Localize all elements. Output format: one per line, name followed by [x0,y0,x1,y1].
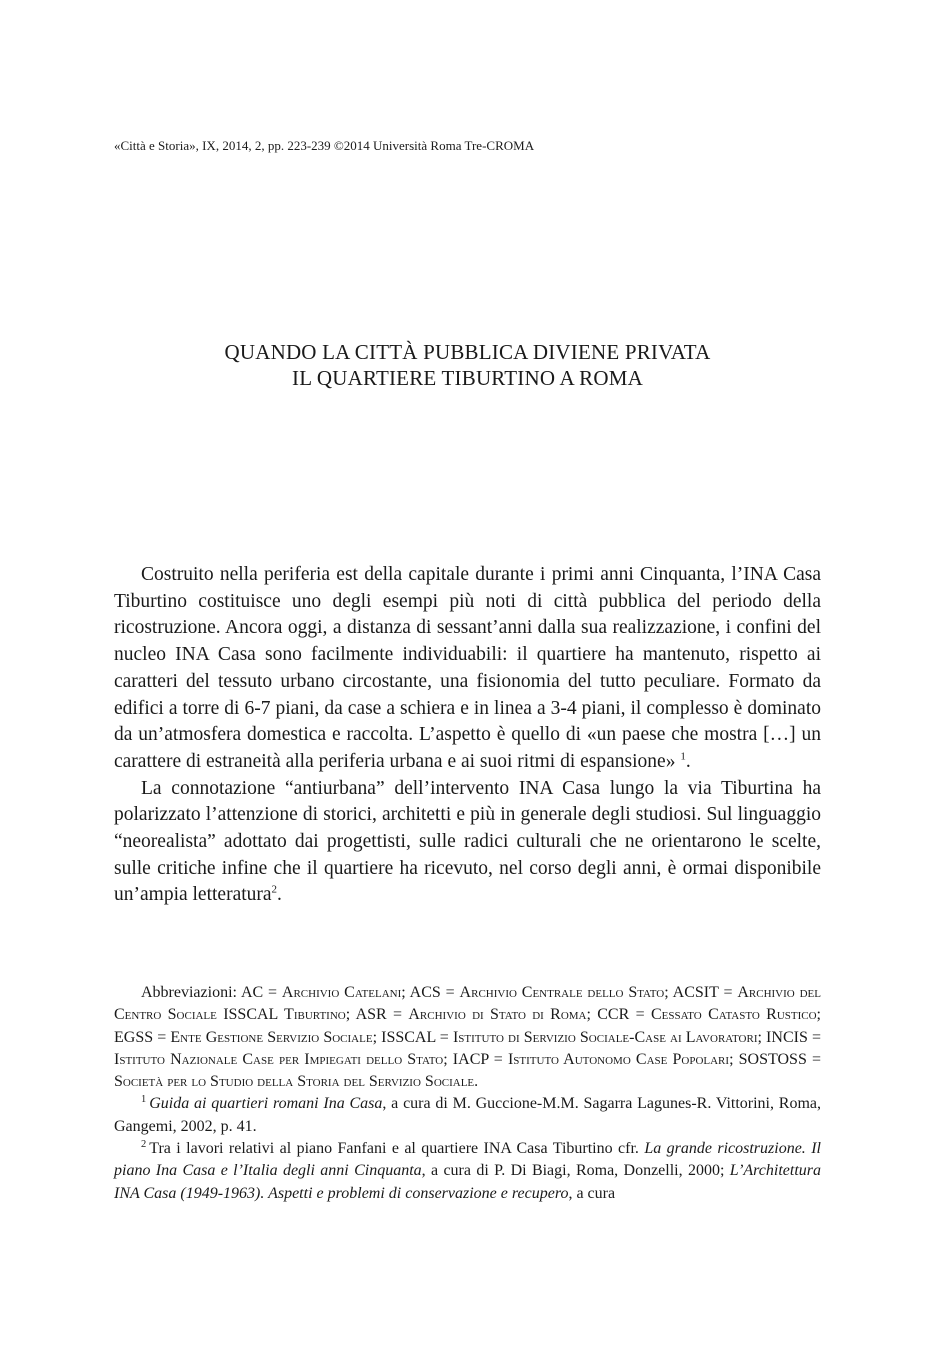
abbreviation-text: ; INCIS = [757,1028,821,1046]
abbreviation-expansion: Istituto di Servizio Sociale-Case ai Lavoratori [452,1028,758,1046]
article-body [114,562,821,909]
abbreviation-expansion: Tiburtino [284,1006,346,1024]
abbreviation-text: . [474,1073,479,1091]
citation-text: , a cura di P. Di Biagi, Roma, Donzelli, 2000; [421,1162,730,1180]
cited-title: La grande ricostruzione. Il piano Ina Casa e l’Italia degli anni Cinquanta [114,1140,821,1180]
abbreviation-expansion: Società per lo Studio della Storia del Servizio Sociale [114,1073,475,1091]
footnotes [114,982,821,1205]
abbreviation-text: ; CCR = [586,1006,651,1024]
abbreviation-expansion: Istituto Autonomo Case Popolari [507,1050,730,1068]
abbreviation-text: ; IACP = [443,1050,508,1068]
abbreviation-expansion: Archivio Catelani [281,984,402,1001]
citation-text: , a cura [568,1184,616,1202]
paragraph-end: . [685,750,691,772]
footnote-ref-1[interactable]: 1 [680,750,686,763]
abbreviation-expansion: Cessato Catasto Rustico [650,1006,817,1024]
footnote-ref-2[interactable]: 2 [271,883,278,896]
citation-text: , a cura di M. Guccione-M.M. Sagarra Lagunes-R. Vittorini, Roma, Gangemi, 2002, p. 41. [114,1095,822,1135]
abbreviation-expansion: Archivio del Centro Sociale [114,984,821,1024]
running-head: «Città e Storia», IX, 2014, 2, pp. 223-239 ©2014 Università Roma Tre-CROMA [114,138,535,153]
cited-title: L’Architettura INA Casa (1949-1963). Aspetti e problemi di conservazione e recupero [114,1162,822,1202]
abbreviation-text: ; ISSCAL = [372,1028,453,1046]
footnote-1 [114,1093,821,1138]
paragraph-text: Costruito nella periferia est della capitale durante i primi anni Cinquanta, l’INA Casa Tiburtino costituisce uno degli esempi più noti di città pubblica del periodo della ricostruzione. Ancora oggi, a distanza di sessant’anni dalla sua realizzazione, i confini del nucleo INA Casa sono facilmente individuabili: il quartiere ha mantenuto, rispetto ai caratteri del tessuto urbano circostante, una fisionomia del tutto peculiare. Formato da edifici a torre di 6-7 piani, da case a schiera e in linea a 3-4 piani, il complesso è dominato da un’atmosfera domestica e raccolta. L’aspetto è quello di «un paese che mostra […] un carattere di estraneità alla periferia urbana e ai suoi ritmi di espansione» [114,564,821,772]
article-title [114,339,821,391]
footnote-2 [114,1138,821,1205]
title-line-1: QUANDO LA CITTÀ PUBBLICA DIVIENE PRIVATA [224,340,711,364]
abbreviation-text: ; ACS = [401,984,460,1001]
paragraph-end: . [277,884,282,906]
abbreviation-text: ; ACSIT = [664,984,738,1001]
abbreviation-expansion: Ente Gestione Servizio Sociale [170,1028,373,1046]
title-line-2: IL QUARTIERE TIBURTINO A ROMA [292,366,643,390]
abbreviations-note [114,982,821,1093]
body-paragraph-1 [114,562,821,776]
abbreviation-expansion: Istituto Nazionale Case per Impiegati dello Stato [114,1050,444,1068]
abbreviation-expansion: Archivio di Stato di Roma [408,1006,587,1024]
citation-text: Tra i lavori relativi al piano Fanfani e al quartiere INA Casa Tiburtino cfr. [149,1140,645,1158]
paragraph-text: La connotazione “antiurbana” dell’intervento INA Casa lungo la via Tiburtina ha polarizzato l’attenzione di storici, architetti e più in generale degli studiosi. Sul linguaggio “neorealista” adottato dai progettisti, sulle radici culturali che ne orientarono le scelte, sulle critiche infine che il quartiere ha ricevuto, nel corso degli anni, è ormai disponibile un’ampia letteratura [114,777,821,906]
abbreviation-text: ; ASR = [345,1006,409,1024]
footnote-number: 2 [141,1138,147,1150]
body-paragraph-2 [114,776,821,910]
abbreviation-text: ; SOSTOSS = [729,1050,821,1068]
abbreviation-expansion: Archivio Centrale dello Stato [459,984,665,1001]
footnote-number: 1 [141,1094,147,1106]
cited-title: Guida ai quartieri romani Ina Casa [149,1095,383,1113]
abbreviation-text: Abbreviazioni: AC = [141,984,282,1001]
abbreviation-text: ISSCAL [216,1006,285,1024]
abbreviation-text: ; EGSS = [114,1006,821,1046]
